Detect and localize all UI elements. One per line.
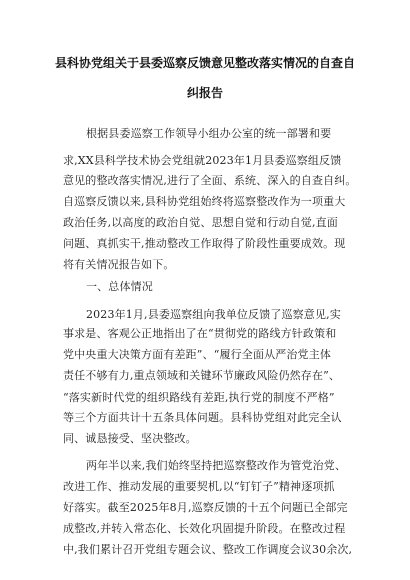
paragraph-line: 两年半以来,我们始终坚持把巡察整改作为管党治党、 (86, 459, 347, 472)
paragraph-line: 同、诚恳接受、坚决整改。 (63, 432, 197, 445)
paragraph-line: 改进工作、推动发展的重要契机,以“钉钉子”精神逐项抓 (63, 480, 335, 493)
paragraph-line: “落实新时代党的组织路线有差距,执行党的制度不严格” (63, 391, 335, 404)
paragraph-line: 党中央重大决策方面有差距”、“履行全面从严治党主体 (63, 348, 331, 361)
section-heading: 一、总体情况 (86, 280, 153, 293)
paragraph-line: 等三个方面共计十五条具体问题。县科协党组对此完全认 (63, 411, 342, 424)
paragraph-line: 好落实。截至2025年8月,巡察反馈的十五个问题已全部完 (63, 501, 348, 514)
paragraph-line: 根据县委巡察工作领导小组办公室的统一部署和要 (86, 127, 332, 140)
paragraph-line: 责任不够有力,重点领域和关键环节廉政风险仍然存在”、 (63, 369, 341, 382)
paragraph-line: 意见的整改落实情况,进行了全面、系统、深入的自查自纠。 (63, 174, 357, 187)
paragraph-line: 中,我们累计召开党组专题会议、整改工作调度会议30余次, (63, 543, 353, 556)
document-title-continuation: 纠报告 (186, 86, 223, 100)
paragraph-line: 问题、真抓实干,推动整改工作取得了阶段性重要成效。现 (63, 237, 346, 250)
paragraph-line: 事求是、客观公正地指出了在“贯彻党的路线方针政策和 (63, 327, 337, 340)
paragraph-line: 求,XX县科学技术协会党组就2023年1月县委巡察组反馈 (63, 154, 342, 167)
paragraph-line: 将有关情况报告如下。 (63, 258, 175, 271)
paragraph-line: 2023年1月,县委巡察组向我单位反馈了巡察意见,实 (86, 308, 341, 321)
paragraph-line: 自巡察反馈以来,县科协党组始终将巡察整改作为一项重大 (63, 195, 346, 208)
paragraph-line: 成整改,并转入常态化、长效化巩固提升阶段。在整改过程 (63, 522, 346, 535)
paragraph-line: 政治任务,以高度的政治自觉、思想自觉和行动自觉,直面 (63, 216, 338, 229)
document-title: 县科协党组关于县委巡察反馈意见整改落实情况的自查自 (54, 56, 355, 70)
